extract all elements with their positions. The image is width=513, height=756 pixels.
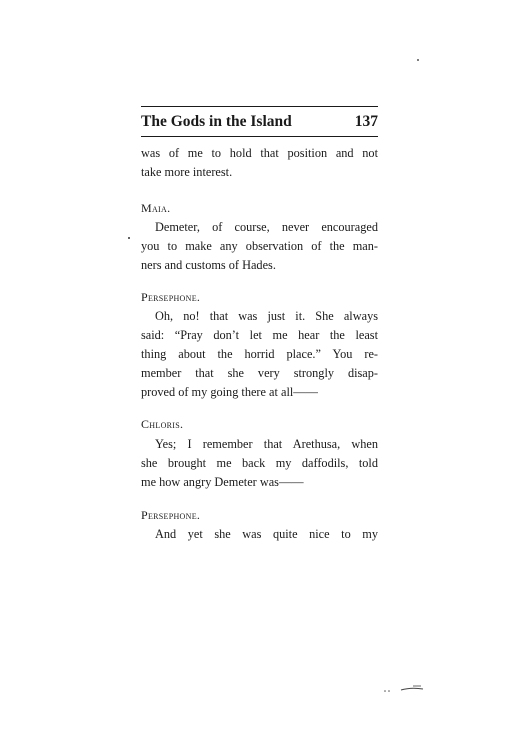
text-line: she brought me back my daffodils, told [141,456,378,470]
text-line: me how angry Demeter was—— [141,475,304,489]
text-line: Yes; I remember that Arethusa, when [155,437,378,451]
text-line: proved of my going there at all—— [141,385,318,399]
text-line: Demeter, of course, never encouraged [155,220,378,234]
text-line: you to make any observation of the man- [141,239,378,253]
scan-speck [128,237,130,239]
page-number: 137 [354,113,378,130]
header-bottom-rule [141,136,378,137]
speaker-label: Persephone. [141,290,201,304]
speaker-label: Chloris. [141,417,184,431]
text-line: thing about the horrid place.” You re- [141,347,378,361]
text-line: member that she very strongly disap- [141,366,378,380]
running-head [141,112,378,132]
scan-speck [417,59,419,61]
speech-paragraph [141,218,378,275]
speaker-label: Maia. [141,201,171,215]
text-line: ners and customs of Hades. [141,258,276,272]
continuation-paragraph [141,144,378,182]
header-top-rule [141,106,378,107]
text-line: And yet she was quite nice to my [155,527,378,541]
text-line: said: “Pray don’t let me hear the least [141,328,378,342]
scan-marks [383,684,425,694]
text-line: Oh, no! that was just it. She always [155,309,378,323]
running-head-title: The Gods in the Island [141,113,292,130]
speaker-label: Persephone. [141,508,201,522]
speech-paragraph [141,307,378,402]
text-line: take more interest. [141,165,233,179]
speech-paragraph [141,435,378,492]
speech-paragraph [141,525,378,544]
text-line: was of me to hold that position and not [141,146,378,160]
